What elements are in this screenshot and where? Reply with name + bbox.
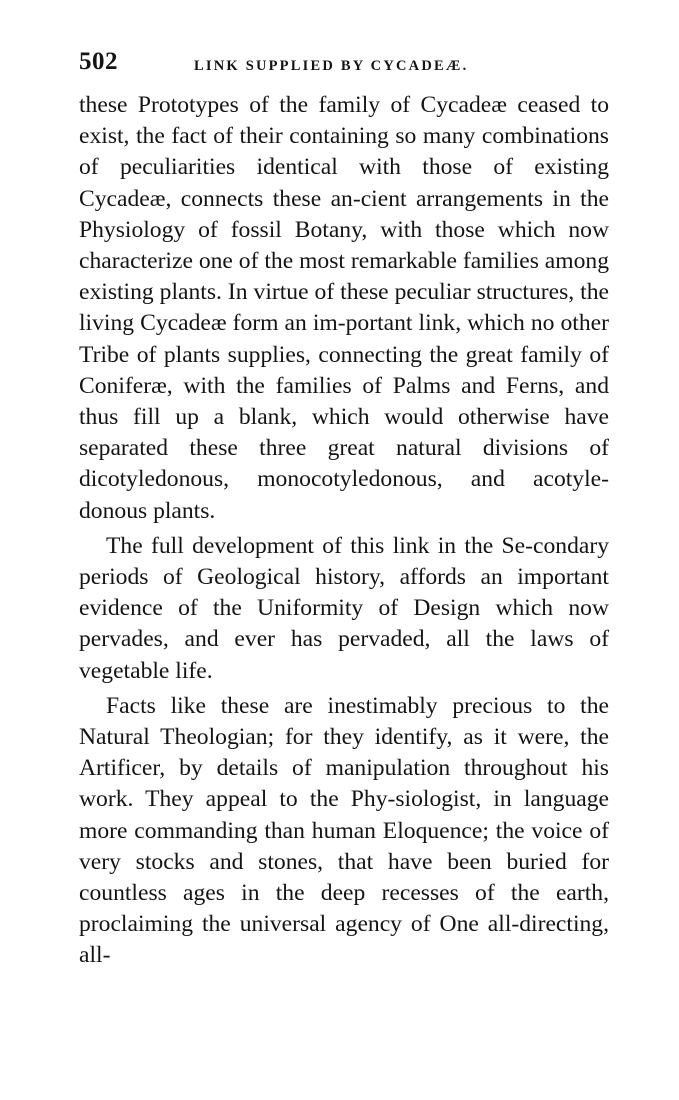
book-page xyxy=(79,42,609,976)
running-head xyxy=(79,42,609,82)
body-text xyxy=(79,90,609,972)
running-title: LINK SUPPLIED BY CYCADEÆ. xyxy=(194,58,469,74)
paragraph-natural-theologian: Facts like these are inestimably precious to the Natural Theologian; for they identify, as it were, the Artificer, by details of manipulation throughout his work. They appeal to the Phy-siologist, in language more commanding than human Eloquence; the voice of very stocks and stones, that have been buried for countless ages in the deep recesses of the earth, proclaiming the universal agency of One all-directing, all- xyxy=(79,692,609,969)
paragraph-link-development: The full development of this link in the Se-condary periods of Geological history, affords an important evidence of the Uniformity of Design which now pervades, and ever has pervaded, all the laws of vegetable life. xyxy=(79,532,609,684)
page-number: 502 xyxy=(79,48,118,75)
paragraph-continuation: these Prototypes of the family of Cycadeæ ceased to exist, the fact of their containing so many combinations of peculiarities identical with those of existing Cycadeæ, connects these an-cient arrangements in the Physiology of fossil Botany, with those which now characterize one of the most remarkable families among existing plants. In virtue of these peculiar structures, the living Cycadeæ form an im-portant link, which no other Tribe of plants supplies, connecting the great family of Coniferæ, with the families of Palms and Ferns, and thus fill up a blank, which would otherwise have separated these three great natural divisions of dicotyledonous, monocotyledonous, and acotyle-donous plants. xyxy=(79,92,609,524)
